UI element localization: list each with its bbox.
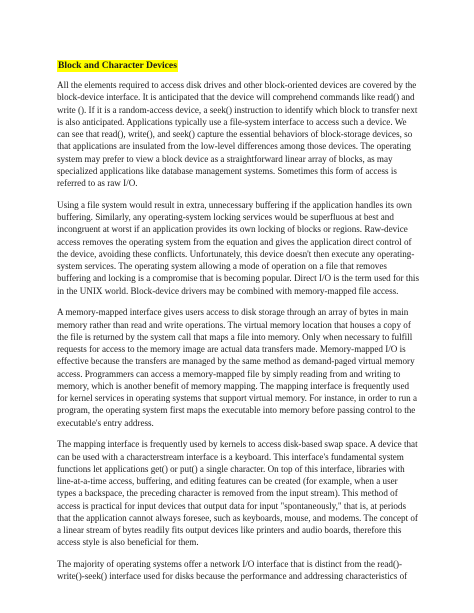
paragraph-block-device-interface: All the elements required to access disk drives and other block-oriented devices are covered by the block-device interface. It is anticipated that the device will comprehend commands like read() and write (). If it is a random-access device, a seek() instruction to identify which block to transfer next is also anticipated. Applications typically use a file-system interface to access such a device. We can see that read(), write(), and seek() capture the essential behaviors of block-storage devices, so that applications are insulated from the low-level differences among those devices. The operating system may prefer to view a block device as a straightforward linear array of blocks, as may specialized applications like database management systems. Sometimes this form of access is referred to as raw I/O. (57, 80, 418, 188)
paragraph-memory-mapped-interface: A memory-mapped interface gives users access to disk storage through an array of bytes in main memory rather than read and write operations. The virtual memory location that houses a copy of the file is returned by the system call that maps a file into memory. Only when necessary to fulfill requests for access to the memory image are actual data transfers made. Memory-mapped I/O is effective because the transfers are managed by the same method as demand-paged virtual memory access. Programmers can access a memory-mapped file by simply reading from and writing to memory, which is another benefit of memory mapping. The mapping interface is frequently used for kernel services in operating systems that support virtual memory. For instance, in order to run a program, the operating system first maps the executable into memory before passing control to the executable's entry address. (57, 307, 418, 428)
paragraph-raw-device-access: Using a file system would result in extra, unnecessary buffering if the application handles its own buffering. Similarly, any operating-system locking services would be superfluous at best and incongruent at worst if an application provides its own locking of blocks or regions. Raw-device access removes the operating system from the equation and gives the application direct control of the device, avoiding these conflicts. Unfortunately, this device doesn't then execute any operating-system services. The operating system allowing a mode of operation on a file that removes buffering and locking is a compromise that is becoming popular. Direct I/O is the term used for this in the UNIX world. Block-device drivers may be combined with memory-mapped file access. (57, 199, 419, 296)
section-heading: Block and Character Devices (58, 60, 177, 71)
paragraph-character-stream-interface: The mapping interface is frequently used by kernels to access disk-based swap space. A device that can be used with a characterstream interface is a keyboard. This interface's fundamental system functions let applications get() or put() a single character. On top of this interface, libraries with line-at-a-time access, buffering, and editing features can be created (for example, when a user types a backspace, the preceding character is removed from the input stream). This method of access is practical for input devices that output data for input "spontaneously," that is, at periods that the application cannot always foresee, such as keyboards, mouse, and modems. The concept of a linear stream of bytes readily fits output devices like printers and audio boards, therefore this access style is also beneficial for them. (57, 439, 418, 548)
paragraph-network-io-interface: The majority of operating systems offer a network I/O interface that is distinct from the read()-write()-seek() interface used for disks because the performance and addressing characteristics of (57, 559, 408, 582)
document-page (57, 55, 419, 592)
